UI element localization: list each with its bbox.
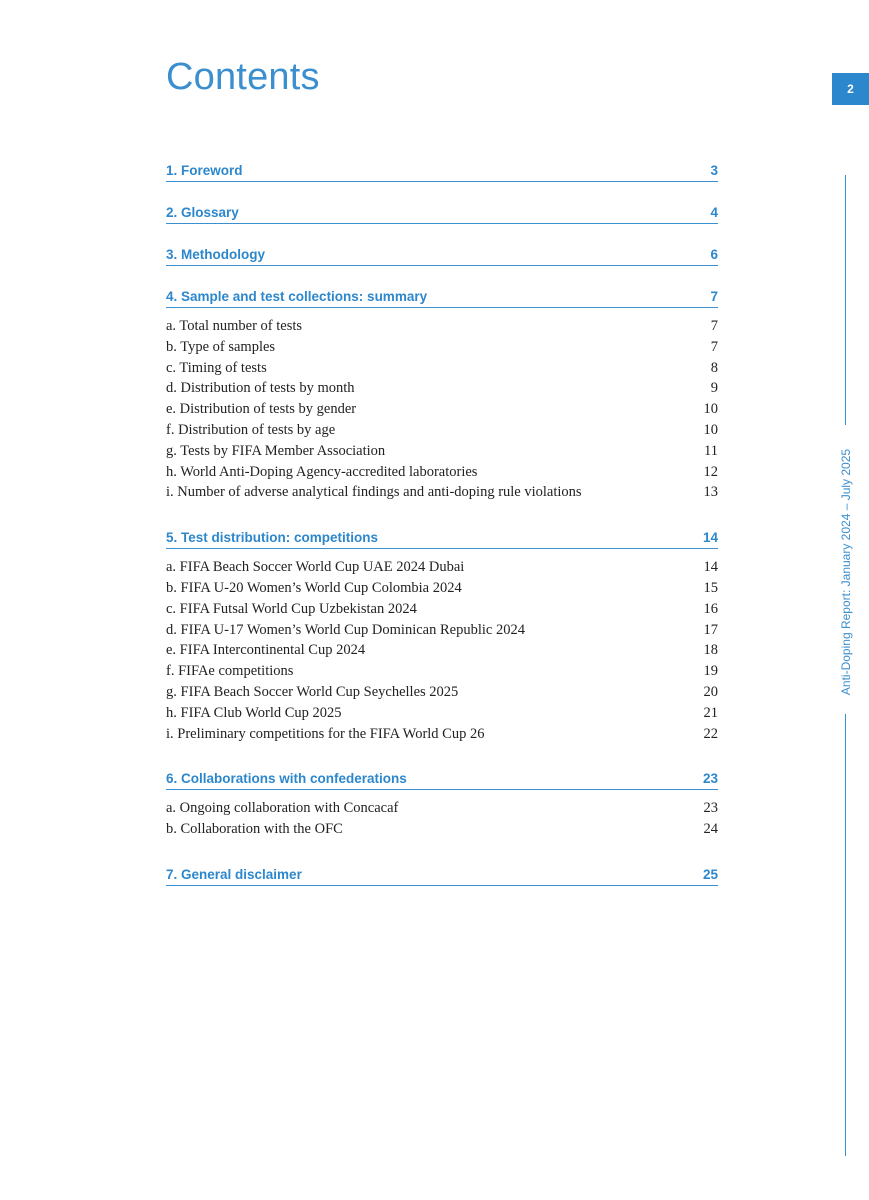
- toc-section-page: 7: [710, 289, 718, 304]
- toc-item-title: e. Distribution of tests by gender: [166, 401, 357, 418]
- table-of-contents: [166, 155, 718, 901]
- toc-item-title: h. World Anti-Doping Agency-accredited laboratories: [166, 463, 478, 480]
- toc-item[interactable]: [166, 316, 718, 337]
- toc-section-title: 7. General disclaimer: [166, 866, 302, 882]
- toc-section-heading[interactable]: [166, 155, 718, 182]
- toc-section-page: 3: [710, 163, 718, 178]
- toc-section-title: 2. Glossary: [166, 205, 239, 220]
- toc-item[interactable]: [166, 337, 718, 358]
- toc-item-page: 8: [710, 359, 718, 376]
- page-number-badge: 2: [832, 73, 869, 105]
- toc-item-title: b. Collaboration with the OFC: [166, 821, 343, 838]
- toc-item-title: c. Timing of tests: [166, 359, 267, 376]
- toc-item-title: a. FIFA Beach Soccer World Cup UAE 2024 Dubai: [166, 559, 465, 576]
- toc-item-page: 19: [703, 663, 718, 680]
- toc-item-page: 15: [703, 579, 718, 596]
- side-divider-bottom: [845, 714, 846, 1156]
- toc-section-title: 5. Test distribution: competitions: [166, 530, 379, 546]
- toc-section-title: 1. Foreword: [166, 163, 243, 178]
- toc-item-page: 10: [703, 401, 718, 418]
- toc-item-title: a. Total number of tests: [166, 318, 303, 334]
- toc-item-page: 16: [703, 600, 718, 617]
- toc-section-page: 6: [710, 247, 718, 262]
- toc-item[interactable]: [166, 557, 718, 578]
- toc-section-title: 4. Sample and test collections: summary: [166, 289, 428, 304]
- toc-section-heading[interactable]: [166, 281, 718, 308]
- toc-item-page: 14: [703, 559, 718, 576]
- toc-item-title: b. Type of samples: [166, 338, 276, 355]
- toc-item[interactable]: [166, 482, 718, 503]
- toc-item-page: 12: [703, 463, 718, 480]
- toc-item[interactable]: [166, 420, 718, 441]
- toc-item-page: 13: [703, 484, 718, 501]
- toc-item-list: [166, 790, 718, 844]
- toc-section: [166, 155, 718, 182]
- toc-section: [166, 859, 718, 886]
- toc-item-title: f. Distribution of tests by age: [166, 421, 336, 438]
- side-divider-top: [845, 175, 846, 425]
- toc-item[interactable]: [166, 620, 718, 641]
- toc-item-page: 7: [710, 318, 718, 334]
- toc-item-page: 22: [703, 725, 718, 742]
- toc-section-page: 25: [702, 866, 718, 882]
- toc-item[interactable]: [166, 578, 718, 599]
- toc-item[interactable]: [166, 462, 718, 483]
- toc-item-title: b. FIFA U-20 Women’s World Cup Colombia 2024: [166, 579, 462, 596]
- toc-item-page: 7: [710, 338, 718, 355]
- toc-item-title: d. FIFA U-17 Women’s World Cup Dominican Republic 2024: [166, 621, 525, 638]
- toc-section-heading[interactable]: [166, 197, 718, 224]
- toc-item-page: 10: [703, 421, 718, 438]
- toc-item[interactable]: [166, 640, 718, 661]
- toc-item[interactable]: [166, 599, 718, 620]
- toc-section-heading[interactable]: [166, 522, 718, 549]
- toc-item[interactable]: [166, 399, 718, 420]
- toc-item-page: 21: [703, 704, 718, 721]
- toc-section-page: 4: [710, 205, 718, 220]
- toc-item[interactable]: [166, 819, 718, 840]
- toc-item[interactable]: [166, 724, 718, 745]
- toc-item-title: c. FIFA Futsal World Cup Uzbekistan 2024: [166, 600, 417, 617]
- toc-item-title: g. Tests by FIFA Member Association: [166, 442, 386, 459]
- toc-item-page: 9: [710, 380, 718, 397]
- toc-item-title: d. Distribution of tests by month: [166, 380, 355, 397]
- toc-item-title: h. FIFA Club World Cup 2025: [166, 704, 342, 721]
- toc-item-title: g. FIFA Beach Soccer World Cup Seychelles 2025: [166, 683, 459, 700]
- toc-item[interactable]: [166, 703, 718, 724]
- toc-item-page: 20: [703, 683, 718, 700]
- toc-section: [166, 763, 718, 844]
- toc-item[interactable]: [166, 661, 718, 682]
- toc-section: [166, 197, 718, 224]
- toc-section-heading[interactable]: [166, 239, 718, 266]
- toc-section-title: 6. Collaborations with confederations: [166, 771, 407, 787]
- toc-section-heading[interactable]: [166, 859, 718, 886]
- toc-item[interactable]: [166, 682, 718, 703]
- toc-item-title: e. FIFA Intercontinental Cup 2024: [166, 642, 366, 659]
- toc-section-page: 23: [702, 771, 718, 787]
- toc-item[interactable]: [166, 798, 718, 819]
- toc-item-title: f. FIFAe competitions: [166, 663, 294, 680]
- toc-section-heading[interactable]: [166, 763, 718, 790]
- toc-item[interactable]: [166, 358, 718, 379]
- toc-section: [166, 281, 718, 507]
- toc-section-page: 14: [702, 530, 718, 546]
- toc-section: [166, 522, 718, 748]
- page-title: Contents: [166, 56, 320, 98]
- toc-item-title: i. Preliminary competitions for the FIFA World Cup 26: [166, 725, 485, 742]
- toc-section-title: 3. Methodology: [166, 247, 265, 262]
- toc-item-page: 24: [703, 821, 718, 838]
- side-report-label: Anti-Doping Report: January 2024 – July 2025: [839, 448, 853, 696]
- toc-item-title: i. Number of adverse analytical findings and anti-doping rule violations: [166, 484, 582, 501]
- toc-section: [166, 239, 718, 266]
- toc-item[interactable]: [166, 441, 718, 462]
- toc-item-page: 23: [703, 800, 718, 817]
- toc-item-title: a. Ongoing collaboration with Concacaf: [166, 800, 399, 817]
- toc-item-page: 18: [703, 642, 718, 659]
- toc-item-list: [166, 308, 718, 507]
- toc-item-page: 11: [704, 442, 718, 459]
- toc-item[interactable]: [166, 378, 718, 399]
- toc-item-list: [166, 549, 718, 748]
- toc-item-page: 17: [703, 621, 718, 638]
